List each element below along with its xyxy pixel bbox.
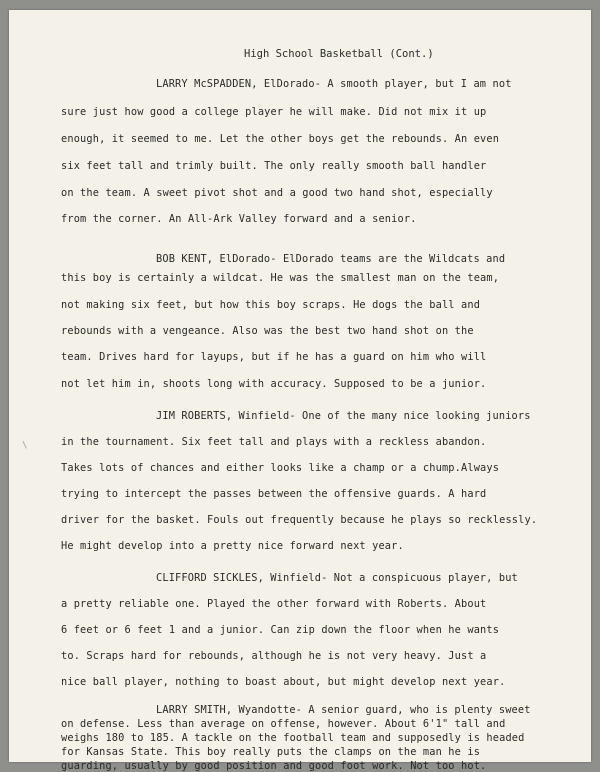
text-line: sure just how good a college player he will make. Did not mix it up: [61, 106, 487, 118]
text-line: on the team. A sweet pivot shot and a good two hand shot, especially: [61, 187, 493, 199]
text-line: a pretty reliable one. Played the other forward with Roberts. About: [61, 598, 487, 610]
text-line: to. Scraps hard for rebounds, although he is not very heavy. Just a: [61, 650, 487, 662]
text-line: 6 feet or 6 feet 1 and a junior. Can zip down the floor when he wants: [61, 624, 500, 636]
text-line: Takes lots of chances and either looks like a champ or a chump.Always: [61, 462, 500, 474]
text-line: from the corner. An All-Ark Valley forward and a senior.: [61, 213, 417, 225]
text-line: for Kansas State. This boy really puts the clamps on the man he is: [61, 746, 481, 758]
text-line: in the tournament. Six feet tall and plays with a reckless abandon.: [61, 436, 487, 448]
text-line: weighs 180 to 185. A tackle on the football team and supposedly is headed: [61, 732, 525, 744]
margin-mark: [23, 439, 31, 448]
text-line: LARRY SMITH, Wyandotte- A senior guard, who is plenty sweet: [156, 704, 531, 716]
text-line: not making six feet, but how this boy scraps. He dogs the ball and: [61, 299, 481, 311]
text-line: enough, it seemed to me. Let the other boys get the rebounds. An even: [61, 133, 500, 145]
text-line: He might develop into a pretty nice forward next year.: [61, 540, 404, 552]
text-line: nice ball player, nothing to boast about, but might develop next year.: [61, 676, 506, 688]
text-line: rebounds with a vengeance. Also was the best two hand shot on the: [61, 325, 474, 337]
document-page: [9, 10, 591, 772]
text-line: six feet tall and trimly built. The only really smooth ball handler: [61, 160, 487, 172]
text-line: guarding, usually by good position and good foot work. Not too hot.: [61, 760, 487, 772]
text-line: team. Drives hard for layups, but if he has a guard on him who will: [61, 351, 487, 363]
text-line: BOB KENT, ElDorado- ElDorado teams are the Wildcats and: [156, 253, 506, 265]
document-title: High School Basketball (Cont.): [244, 48, 434, 60]
text-line: JIM ROBERTS, Winfield- One of the many nice looking juniors: [156, 410, 531, 422]
text-line: not let him in, shoots long with accuracy. Supposed to be a junior.: [61, 378, 487, 390]
text-line: this boy is certainly a wildcat. He was the smallest man on the team,: [61, 272, 500, 284]
text-line: driver for the basket. Fouls out frequently because he plays so recklessly.: [61, 514, 538, 526]
text-line: LARRY McSPADDEN, ElDorado- A smooth player, but I am not: [156, 78, 512, 90]
text-line: on defense. Less than average on offense, however. About 6'1" tall and: [61, 718, 506, 730]
text-line: CLIFFORD SICKLES, Winfield- Not a conspicuous player, but: [156, 572, 518, 584]
text-line: trying to intercept the passes between the offensive guards. A hard: [61, 488, 487, 500]
